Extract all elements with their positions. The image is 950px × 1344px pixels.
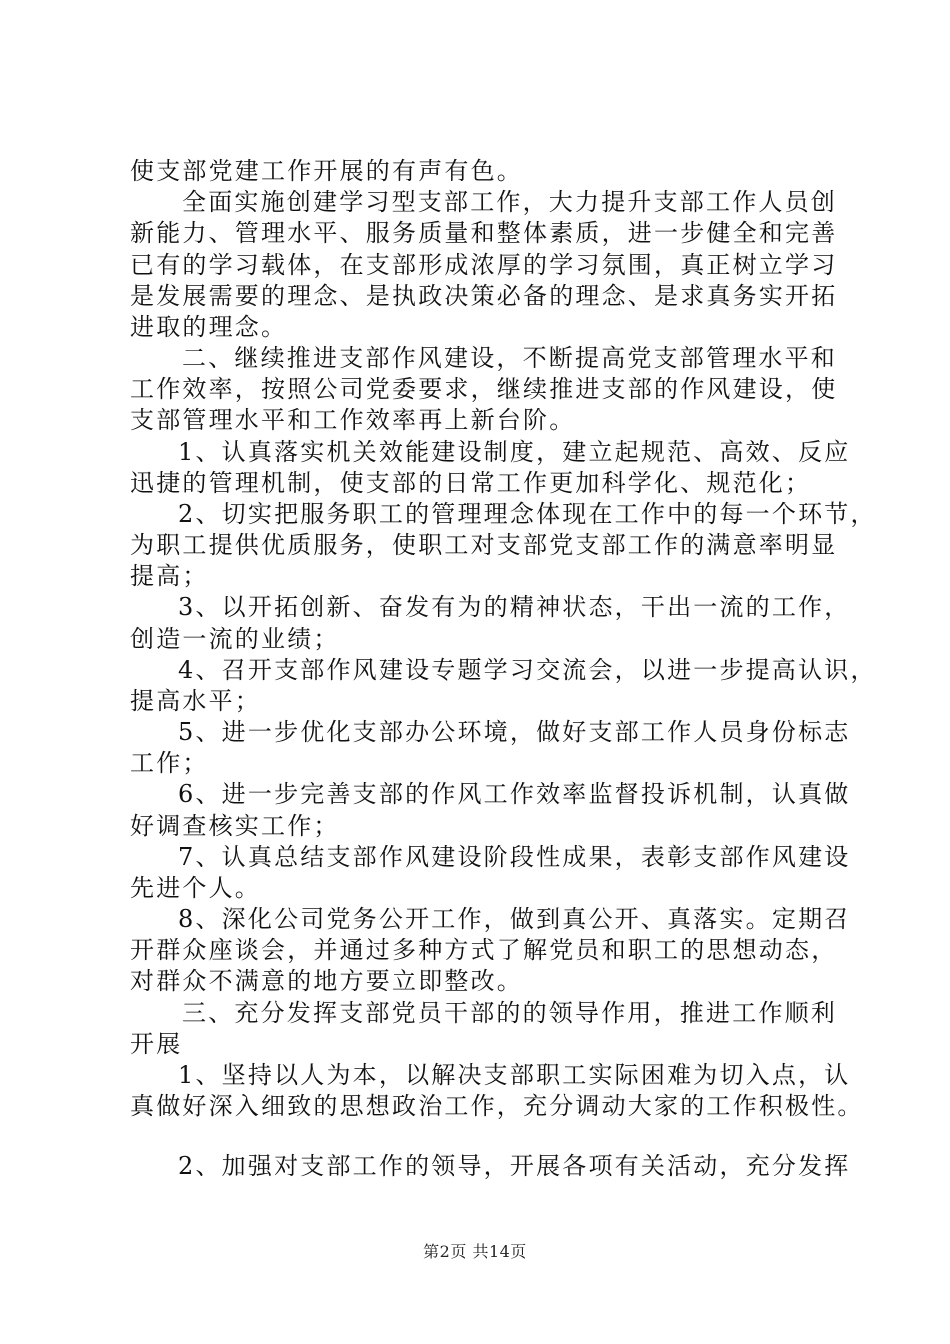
text-line: 3、以开拓创新、奋发有为的精神状态，干出一流的工作， — [178, 593, 851, 621]
text-line: 工作效率，按照公司党委要求，继续推进支部的作风建设，使 — [130, 375, 838, 403]
text-line: 提高； — [130, 562, 209, 590]
text-line: 使支部党建工作开展的有声有色。 — [130, 157, 523, 185]
text-line: 已有的学习载体，在支部形成浓厚的学习氛围，真正树立学习 — [130, 251, 838, 279]
text-line: 对群众不满意的地方要立即整改。 — [130, 967, 523, 995]
text-line: 开群众座谈会，并通过多种方式了解党员和职工的思想动态， — [130, 936, 838, 964]
text-line: 迅捷的管理机制，使支部的日常工作更加科学化、规范化； — [130, 469, 812, 497]
page-number-footer: 第2页 共14页 — [423, 1242, 527, 1261]
text-line: 6、进一步完善支部的作风工作效率监督投诉机制，认真做 — [178, 780, 851, 808]
text-line: 是发展需要的理念、是执政决策必备的理念、是求真务实开拓 — [130, 282, 838, 310]
text-line: 1、认真落实机关效能建设制度，建立起规范、高效、反应 — [178, 438, 851, 466]
text-line: 创造一流的业绩； — [130, 625, 340, 653]
text-line: 1、坚持以人为本，以解决支部职工实际困难为切入点，认 — [178, 1061, 851, 1089]
text-line: 工作； — [130, 749, 209, 777]
text-line: 好调查核实工作； — [130, 812, 340, 840]
text-line: 支部管理水平和工作效率再上新台阶。 — [130, 406, 576, 434]
text-line: 全面实施创建学习型支部工作，大力提升支部工作人员创 — [182, 188, 837, 216]
text-line: 先进个人。 — [130, 874, 261, 902]
text-line: 4、召开支部作风建设专题学习交流会，以进一步提高认识， — [178, 656, 877, 684]
text-line: 进取的理念。 — [130, 313, 288, 341]
text-line: 三、充分发挥支部党员干部的的领导作用，推进工作顺利 — [182, 999, 837, 1027]
text-line: 7、认真总结支部作风建设阶段性成果，表彰支部作风建设 — [178, 843, 851, 871]
text-line: 提高水平； — [130, 687, 261, 715]
text-line: 为职工提供优质服务，使职工对支部党支部工作的满意率明显 — [130, 531, 838, 559]
text-line: 2、加强对支部工作的领导，开展各项有关活动，充分发挥 — [178, 1152, 851, 1180]
text-line: 5、进一步优化支部办公环境，做好支部工作人员身份标志 — [178, 718, 851, 746]
text-line: 二、继续推进支部作风建设，不断提高党支部管理水平和 — [182, 344, 837, 372]
text-line: 2、切实把服务职工的管理理念体现在工作中的每一个环节， — [178, 500, 877, 528]
text-line: 开展 — [130, 1030, 183, 1058]
text-line: 真做好深入细致的思想政治工作，充分调动大家的工作积极性。 — [130, 1092, 864, 1120]
text-line: 新能力、管理水平、服务质量和整体素质，进一步健全和完善 — [130, 219, 838, 247]
text-line: 8、深化公司党务公开工作，做到真公开、真落实。定期召 — [178, 905, 851, 933]
